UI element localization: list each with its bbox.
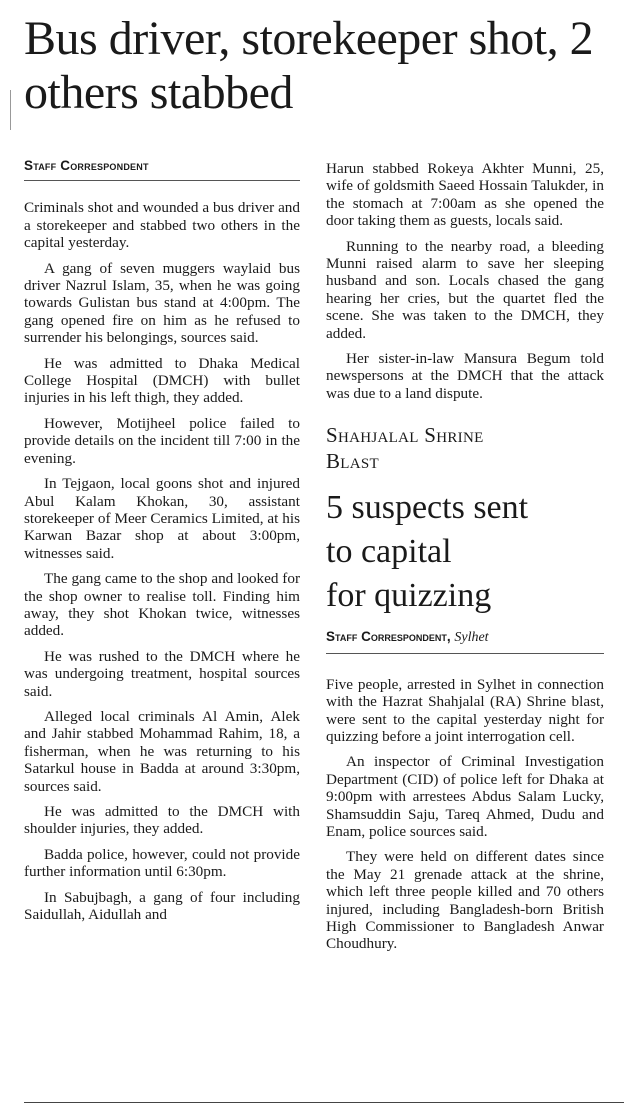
- paragraph: The gang came to the shop and looked for the shop owner to realise toll. Finding him away, they shot Khokan twice, witnesses added.: [24, 570, 300, 640]
- article-headline: [326, 486, 604, 618]
- page-title: Bus driver, storekeeper shot, 2 others stabbed: [24, 12, 594, 119]
- paragraph: Her sister-in-law Mansura Begum told newspersons at the DMCH that the attack was due to a land dispute.: [326, 350, 604, 402]
- paragraph: A gang of seven muggers waylaid bus driver Nazrul Islam, 35, when he was going towards Gulistan bus stand at 4:00pm. The gang opened fire on him as he refused to surrender his belongings, sources said.: [24, 259, 300, 347]
- kicker: [326, 422, 604, 474]
- paragraph: In Tejgaon, local goons shot and injured Abul Kalam Khokan, 30, assistant storekeeper of Meer Ceramics Limited, at his Karwan Bazar shop at about 3:00pm, witnesses said.: [24, 475, 300, 562]
- bottom-rule: [24, 1102, 624, 1103]
- byline-name: Staff Correspondent,: [326, 629, 451, 645]
- paragraph: They were held on different dates since the May 21 grenade attack at the shrine, which left three people killed and 70 others injured, including Bangladesh-born British High Commissioner to Bangladesh Anwar Choudhury.: [326, 848, 604, 953]
- paragraph: In Sabujbagh, a gang of four including Saidullah, Aidullah and: [24, 888, 300, 924]
- kicker-line: Shahjalal Shrine: [326, 423, 484, 448]
- byline-location: Sylhet: [454, 630, 489, 646]
- right-column: [326, 160, 604, 961]
- paragraph: An inspector of Criminal Investigation Department (CID) of police left for Dhaka at 9:00pm with arrestees Abdus Salam Lucky, Shamsuddin Saju, Tareq Ahmed, Dudu and Enam, police sources said.: [326, 753, 604, 840]
- kicker-line: Blast: [326, 449, 380, 474]
- paragraph: Alleged local criminals Al Amin, Alek and Jahir stabbed Mohammad Rahim, 18, a fisherman, when he was returning to his Satarkul house in Badda at around 3:30pm, sources said.: [24, 707, 300, 795]
- paragraph: He was rushed to the DMCH where he was undergoing treatment, hospital sources said.: [24, 647, 300, 700]
- paragraph: He was admitted to the DMCH with shoulder injuries, they added.: [24, 803, 300, 838]
- left-column: [24, 157, 300, 931]
- paragraph: However, Motijheel police failed to provide details on the incident till 7:00 in the evening.: [24, 414, 300, 467]
- byline: [326, 628, 604, 653]
- paragraph: Harun stabbed Rokeya Akhter Munni, 25, wife of goldsmith Saeed Hossain Talukder, in the stomach at 7:00am as she opened the door taking them as guests, locals said.: [326, 160, 604, 230]
- margin-rule: [10, 90, 11, 130]
- paragraph: Running to the nearby road, a bleeding Munni raised alarm to save her sleeping husband and son. Locals chased the gang hearing her cries, but the quartet fled the scene. She was taken to the DMCH, they added.: [326, 237, 604, 342]
- headline-line: to capital: [326, 533, 452, 571]
- paragraph: He was admitted to Dhaka Medical College Hospital (DMCH) with bullet injuries in his left thigh, they added.: [24, 354, 300, 407]
- paragraph: Badda police, however, could not provide further information until 6:30pm.: [24, 845, 300, 881]
- headline-line: for quizzing: [326, 577, 492, 615]
- paragraph: Five people, arrested in Sylhet in connection with the Hazrat Shahjalal (RA) Shrine blast, were sent to the capital yesterday night for quizzing before a joint interrogation cell.: [326, 675, 604, 745]
- headline-line: 5 suspects sent: [326, 489, 529, 527]
- paragraph: Criminals shot and wounded a bus driver and a storekeeper and stabbed two others in the capital yesterday.: [24, 199, 300, 252]
- byline: Staff Correspondent: [24, 157, 300, 181]
